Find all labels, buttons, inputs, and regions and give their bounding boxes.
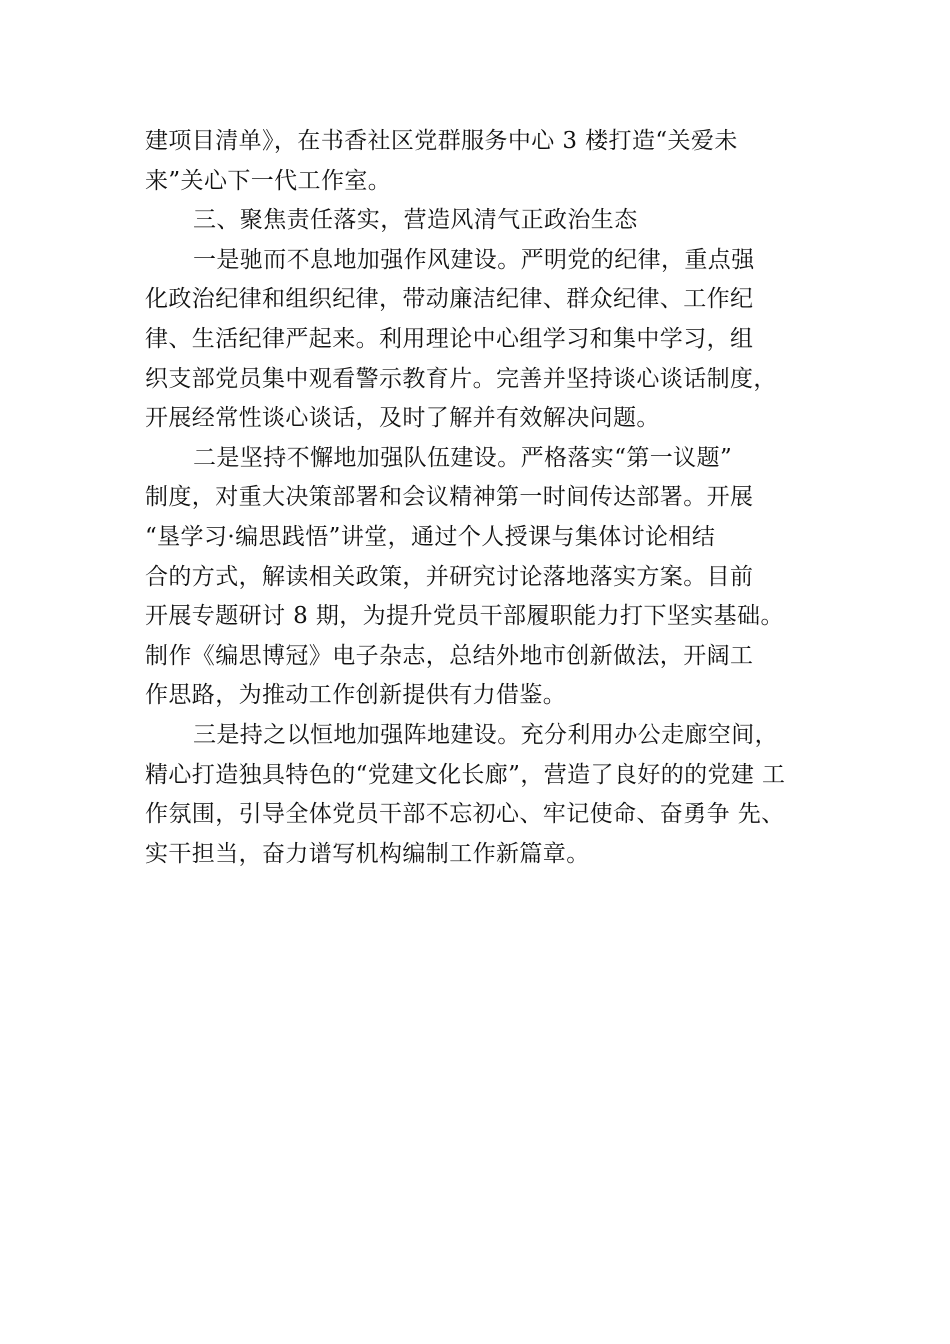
text-line: 化政治纪律和组织纪律，带动廉洁纪律、群众纪律、工作纪 [145, 286, 754, 313]
text-line: 开展经常性谈心谈话，及时了解并有效解决问题。 [145, 405, 660, 432]
text-line: 精心打造独具特色的“党建文化长廊”，营造了良好的的党建 工 [145, 761, 786, 788]
text-line: 律、生活纪律严起来。利用理论中心组学习和集中学习，组 [145, 325, 754, 352]
continuation-paragraph [145, 122, 835, 201]
text-line: 织支部党员集中观看警示教育片。完善并坚持谈心谈话制度， [145, 365, 777, 392]
text-line: 作氛围，引导全体党员干部不忘初心、牢记使命、奋勇争 先、 [145, 801, 785, 828]
text-line: 实干担当，奋力谱写机构编制工作新篇章。 [145, 840, 590, 867]
text-line: “垦学习·编思践悟”讲堂，通过个人授课与集体讨论相结 [145, 523, 716, 550]
text-line: 来”关心下一代工作室。 [145, 167, 392, 194]
paragraph-style-building [145, 241, 835, 439]
text-line: 一是驰而不息地加强作风建设。严明党的纪律，重点强 [193, 246, 755, 273]
text-line: 制作《编思博冠》电子杂志，总结外地市创新做法，开阔工 [145, 642, 754, 669]
text-line: 开展专题研讨 8 期，为提升党员干部履职能力打下坚实基础。 [145, 603, 784, 630]
paragraph-team-building [145, 439, 835, 716]
text-line: 二是坚持不懈地加强队伍建设。严格落实“第一议题” [193, 444, 733, 471]
text-line: 建项目清单》，在书香社区党群服务中心 3 楼打造“关爱未 [145, 128, 738, 154]
document-body [145, 122, 835, 874]
text-line: 合的方式，解读相关政策，并研究讨论落地落实方案。目前 [145, 563, 754, 590]
text-line: 制度，对重大决策部署和会议精神第一时间传达部署。开展 [145, 484, 754, 511]
section-heading: 三、聚焦责任落实，营造风清气正政治生态 [193, 207, 638, 234]
text-line: 作思路，为推动工作创新提供有力借鉴。 [145, 682, 567, 709]
paragraph-position-building [145, 716, 835, 874]
text-line: 三是持之以恒地加强阵地建设。充分利用办公走廊空间， [193, 721, 778, 748]
